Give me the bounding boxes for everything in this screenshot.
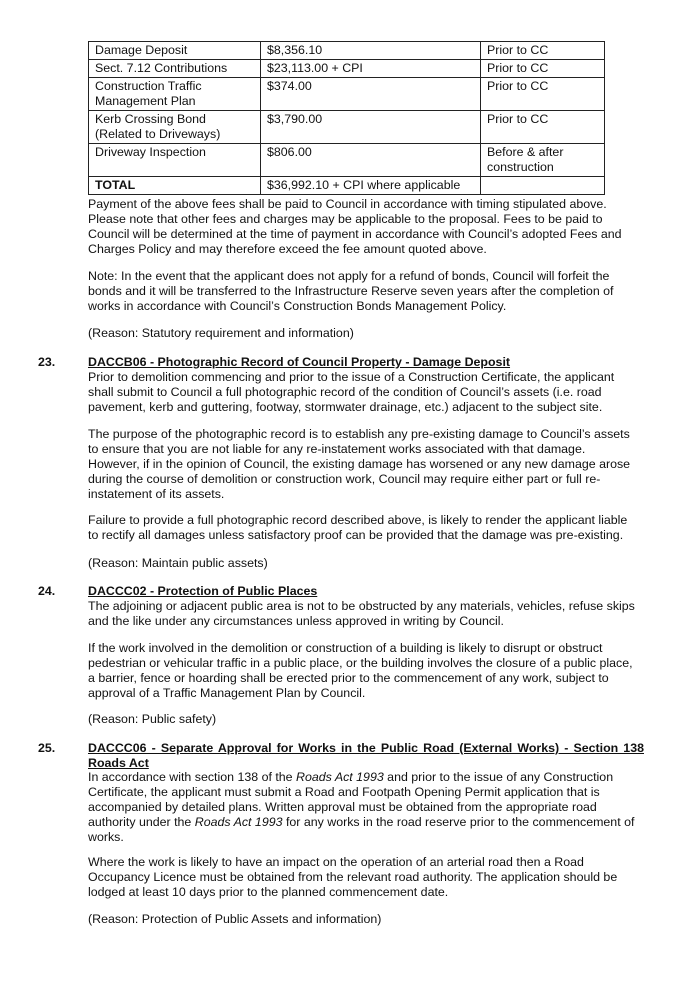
table-row bbox=[89, 42, 605, 60]
fees-table bbox=[88, 41, 605, 195]
total-timing bbox=[481, 177, 605, 195]
condition-paragraph bbox=[88, 770, 636, 845]
condition-paragraph: Where the work is likely to have an impact on the operation of an arterial road then a Road Occupancy Licence must be obtained from the relevant road authority. The application should be lodged at least 10 days prior to the planned commencement date. bbox=[88, 855, 618, 899]
fee-amount: $806.00 bbox=[261, 144, 481, 177]
fees-reason: (Reason: Statutory requirement and information) bbox=[88, 326, 354, 340]
fee-item: Damage Deposit bbox=[89, 42, 261, 60]
text-segment: and prior to the issue of any Construction Certificate, the applicant must submit a Road and Footpath Opening Permit application that is accompanied by detailed plans. Written approval must be obtained from the appropriate road authority under the bbox=[88, 770, 614, 829]
condition-reason: (Reason: Maintain public assets) bbox=[88, 556, 268, 570]
act-name: Roads Act 1993 bbox=[296, 770, 384, 784]
total-amount: $36,992.10 + CPI where applicable bbox=[261, 177, 481, 195]
fee-timing: Prior to CC bbox=[481, 42, 605, 60]
condition-title: DACCC06 - Separate Approval for Works in the Public Road (External Works) - Section 138 Roads Act bbox=[88, 741, 644, 770]
condition-title: DACCC02 - Protection of Public Places bbox=[88, 584, 318, 598]
text-segment: In accordance with section 138 of the bbox=[88, 770, 297, 784]
fee-timing: Prior to CC bbox=[481, 60, 605, 78]
fee-timing: Before & after construction bbox=[481, 144, 605, 177]
total-label: TOTAL bbox=[89, 177, 261, 195]
fee-amount: $23,113.00 + CPI bbox=[261, 60, 481, 78]
condition-number: 24. bbox=[38, 584, 56, 598]
condition-paragraph: Prior to demolition commencing and prior to the issue of a Construction Certificate, the applicant shall submit to Council a full photographic record of the condition of Council’s assets (i.e. road pavement, kerb and guttering, footway, stormwater drainage, etc.) adjacent to the subject site. bbox=[88, 370, 615, 414]
table-row bbox=[89, 60, 605, 78]
fee-item: Kerb Crossing Bond (Related to Driveways) bbox=[89, 111, 261, 144]
fee-amount: $8,356.10 bbox=[261, 42, 481, 60]
act-name: Roads Act 1993 bbox=[194, 815, 283, 829]
fee-item: Construction Traffic Management Plan bbox=[89, 78, 261, 111]
fee-amount: $374.00 bbox=[261, 78, 481, 111]
fee-timing: Prior to CC bbox=[481, 111, 605, 144]
fees-payment-paragraph: Payment of the above fees shall be paid to Council in accordance with timing stipulated above. Please note that other fees and charges may be applicable to the proposal. Fees to be paid to Council will be determined at the time of payment in accordance with Council’s adopted Fees and Charges Policy and may therefore exceed the fee amount quoted above. bbox=[88, 197, 622, 256]
condition-paragraph: Failure to provide a full photographic record described above, is likely to render the applicant liable to rectify all damages unless satisfactory proof can be provided that the damage was pre-existing. bbox=[88, 513, 628, 542]
condition-reason: (Reason: Protection of Public Assets and information) bbox=[88, 912, 382, 926]
condition-title: DACCB06 - Photographic Record of Council Property - Damage Deposit bbox=[88, 355, 511, 369]
condition-number: 25. bbox=[38, 741, 56, 755]
table-row bbox=[89, 111, 605, 144]
condition-paragraph: The purpose of the photographic record is to establish any pre-existing damage to Council’s assets to ensure that you are not liable for any re-instatement works associated with that damage. However, if in the opinion of Council, the existing damage has worsened or any new damage arose during the course of demolition or construction work, Council may require either part or full re-instatement of its assets. bbox=[88, 427, 631, 501]
fee-timing: Prior to CC bbox=[481, 78, 605, 111]
condition-number: 23. bbox=[38, 355, 56, 369]
condition-paragraph: The adjoining or adjacent public area is not to be obstructed by any materials, vehicles, refuse skips and the like under any circumstances unless approved in writing by Council. bbox=[88, 599, 635, 628]
text-segment: for any works in the road reserve prior to the commencement of works. bbox=[88, 815, 635, 844]
condition-paragraph: If the work involved in the demolition or construction of a building is likely to disrupt or obstruct pedestrian or vehicular traffic in a public place, or the building involves the closure of a public place, a barrier, fence or hoarding shall be erected prior to the commencement of any work, subject to approval of a Traffic Management Plan by Council. bbox=[88, 641, 633, 700]
condition-reason: (Reason: Public safety) bbox=[88, 712, 217, 726]
fee-item: Driveway Inspection bbox=[89, 144, 261, 177]
fee-amount: $3,790.00 bbox=[261, 111, 481, 144]
bonds-note-paragraph: Note: In the event that the applicant does not apply for a refund of bonds, Council will forfeit the bonds and it will be transferred to the Infrastructure Reserve seven years after the completion of works in accordance with Council’s Construction Bonds Management Policy. bbox=[88, 269, 614, 313]
table-total-row bbox=[89, 177, 605, 195]
fee-item: Sect. 7.12 Contributions bbox=[89, 60, 261, 78]
table-row bbox=[89, 144, 605, 177]
table-row bbox=[89, 78, 605, 111]
